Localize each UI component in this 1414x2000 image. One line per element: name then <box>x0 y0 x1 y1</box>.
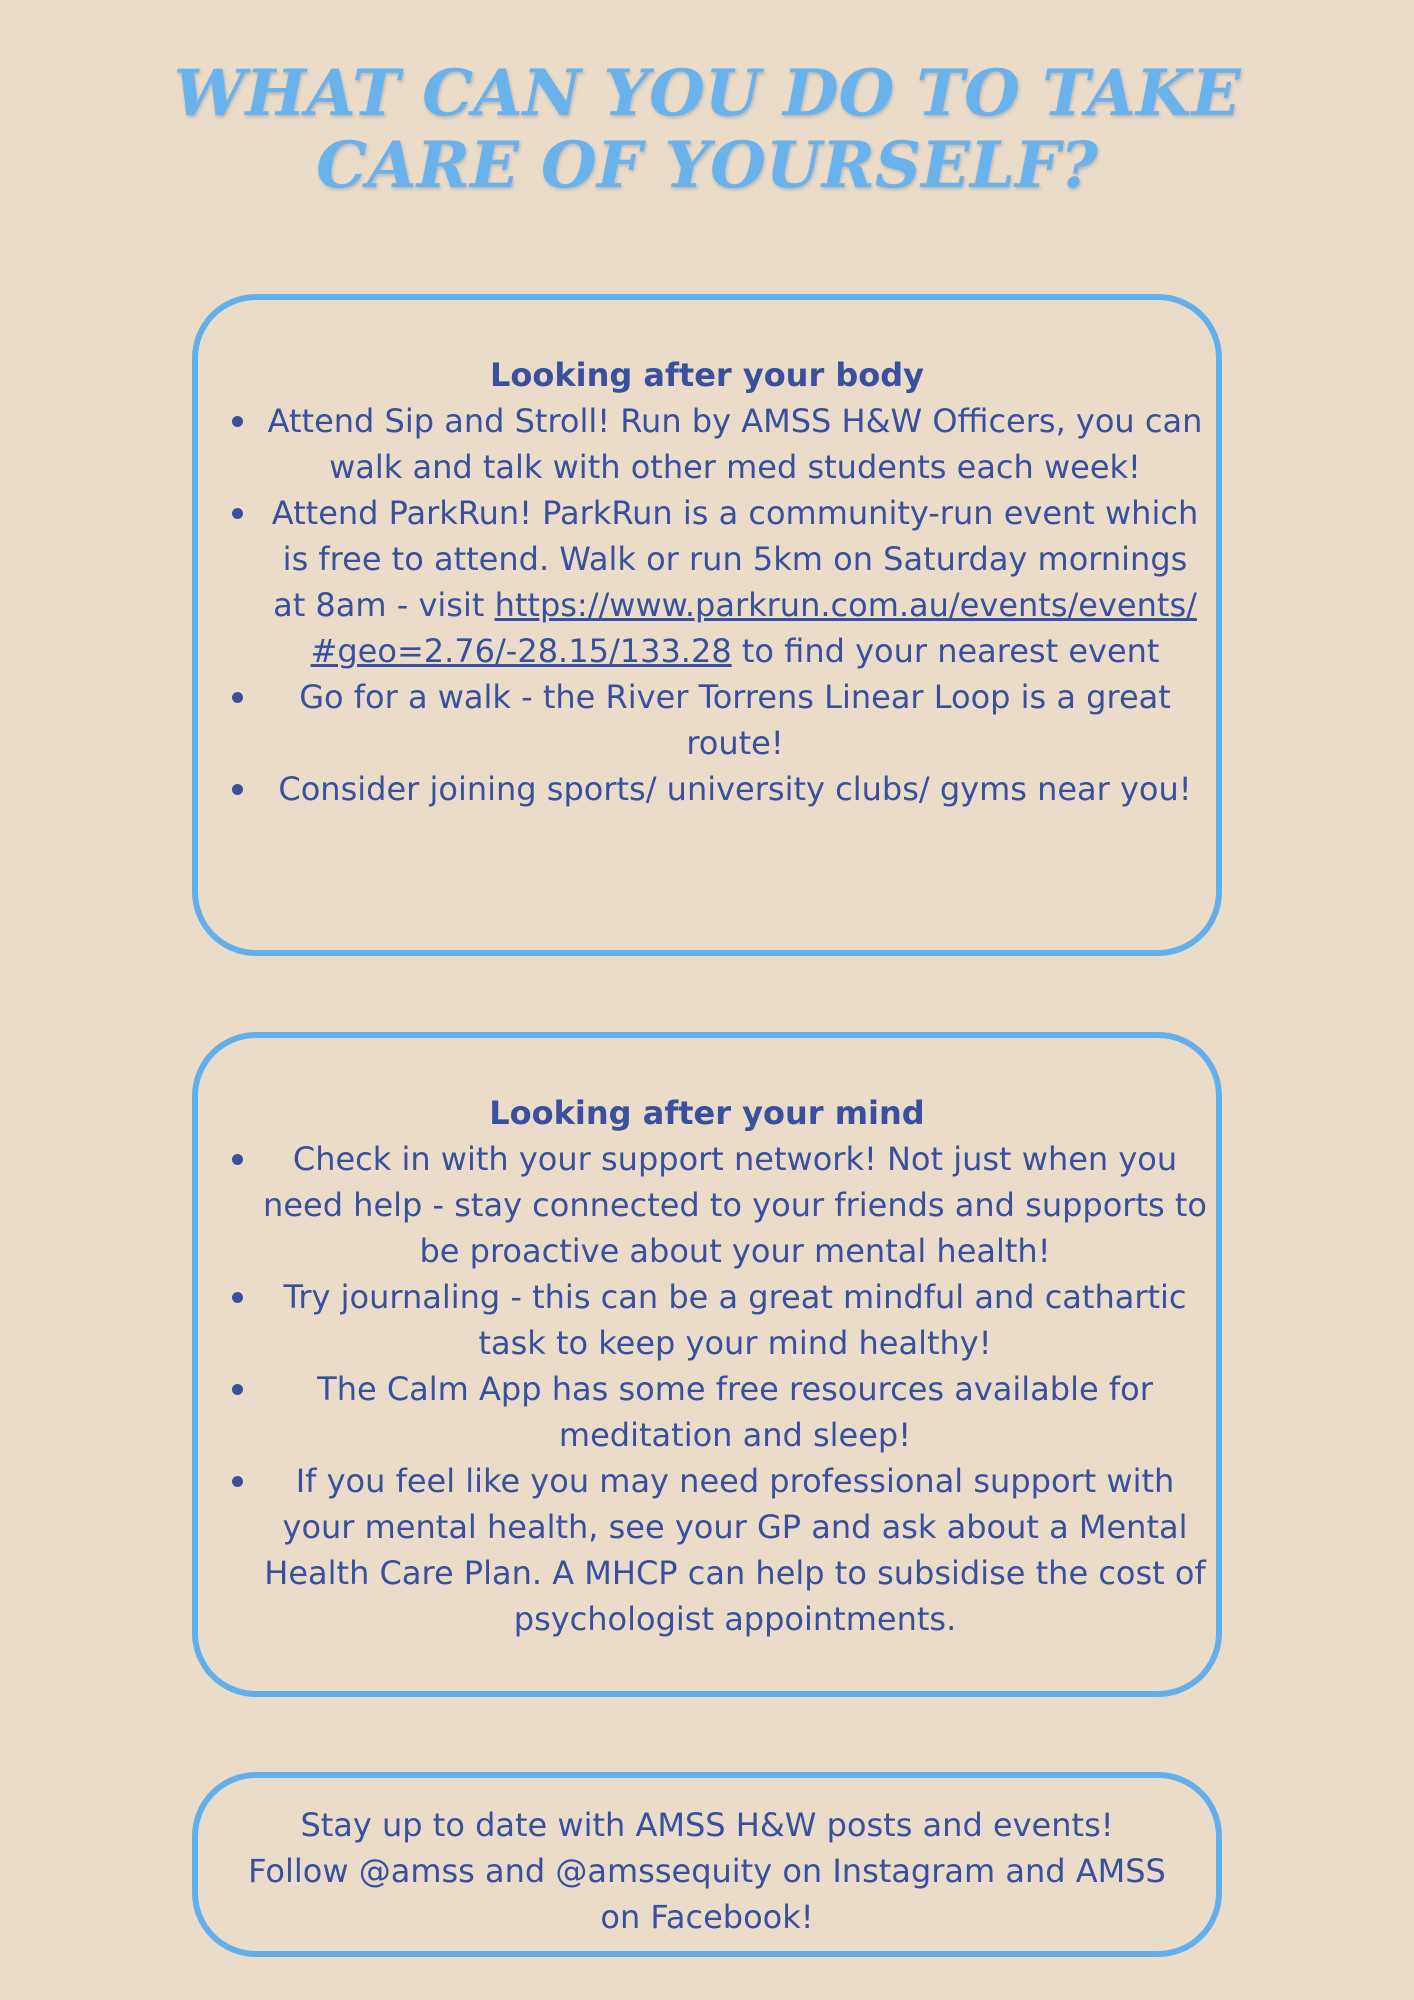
mind-care-card <box>192 1032 1222 1697</box>
page-title <box>0 58 1414 202</box>
body-care-list <box>198 398 1216 812</box>
body-care-heading: Looking after your body <box>489 356 925 394</box>
page-title-line-2: CARE OF YOURSELF? <box>316 128 1098 203</box>
mind-care-item-support-network: Check in with your support network! Not just when you need help - stay connected to your friends and supports to be proactive about your mental health! <box>198 1136 1208 1274</box>
page-title-line-1: WHAT CAN YOU DO TO TAKE <box>173 56 1241 131</box>
body-care-card <box>192 294 1222 956</box>
body-care-item-sip-and-stroll: Attend Sip and Stroll! Run by AMSS H&W Officers, you can walk and talk with other med students each week! <box>198 398 1208 490</box>
mind-care-item-journaling: Try journaling - this can be a great mindful and cathartic task to keep your mind healthy! <box>198 1274 1208 1366</box>
mind-care-heading: Looking after your mind <box>489 1094 925 1132</box>
mind-care-item-calm-app: The Calm App has some free resources available for meditation and sleep! <box>198 1366 1208 1458</box>
body-care-item-clubs: Consider joining sports/ university clubs/ gyms near you! <box>198 766 1208 812</box>
mind-care-item-professional-support: If you feel like you may need professional support with your mental health, see your GP and ask about a Mental Health Care Plan. A MHCP can help to subsidise the cost of psychologist appointments. <box>198 1458 1208 1642</box>
body-care-item-walk: Go for a walk - the River Torrens Linear Loop is a great route! <box>198 674 1208 766</box>
parkrun-suffix: to find your nearest event <box>741 632 1160 670</box>
social-media-text: Stay up to date with AMSS H&W posts and events! Follow @amss and @amssequity on Instagram and AMSS on Facebook! <box>248 1806 1166 1936</box>
parkrun-text: Attend ParkRun! ParkRun is a community-run event which is free to attend. Walk or run 5km on Saturday mornings at 8am - visit <box>271 494 1199 624</box>
social-media-card <box>192 1772 1222 1957</box>
mind-care-list <box>198 1136 1216 1642</box>
parkrun-link[interactable]: https://www.parkrun.com.au/events/events/#geo=2.76/-28.15/133.28 <box>310 586 1197 670</box>
body-care-item-parkrun <box>198 490 1208 674</box>
